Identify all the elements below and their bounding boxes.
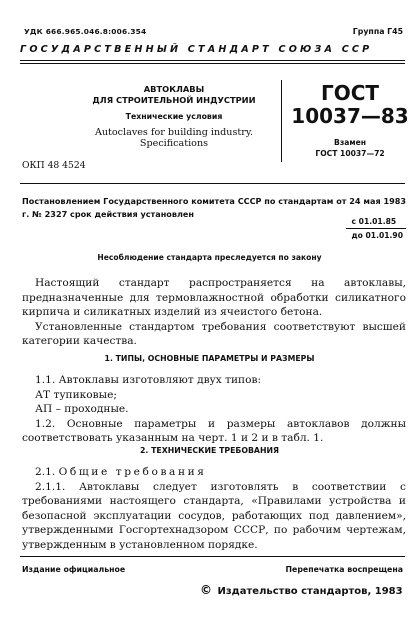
header-rule-top xyxy=(20,60,405,61)
group-code: Группа Г45 xyxy=(352,27,403,36)
footer-rule xyxy=(20,556,405,557)
copyright-text: Издательство стандартов, 1983 xyxy=(217,586,403,597)
validity-dates xyxy=(352,215,403,243)
gost-number: 10037—83 xyxy=(291,104,409,128)
header-rule-bottom xyxy=(20,63,405,64)
replaces-label: Взамен xyxy=(334,138,366,147)
product-title xyxy=(74,84,274,106)
subheading-title: Общие требования xyxy=(58,466,207,478)
section-1-paragraph-4: 1.2. Основные параметры и размеры автоклавов должны соответствовать указанным на черт. 1 и 2 и в табл. 1. xyxy=(22,417,406,444)
decree-text: Постановлением Государственного комитета СССР по стандартам от 24 мая 1983 г. № 2327 срок действия установлен xyxy=(22,196,406,219)
section-rule xyxy=(20,183,405,184)
copyright-line xyxy=(200,583,403,597)
gost-label: ГОСТ xyxy=(320,81,380,105)
copyright-icon: © xyxy=(200,583,212,597)
product-subtitle: Технические условия xyxy=(125,112,223,121)
product-title-line1: АВТОКЛАВЫ xyxy=(143,84,205,94)
compliance-notice: Несоблюдение стандарта преследуется по закону xyxy=(97,253,322,262)
standard-title: ГОСУДАРСТВЕННЫЙ СТАНДАРТ СОЮЗА ССР xyxy=(20,44,373,55)
product-english-title xyxy=(74,127,274,149)
subheading-number: 2.1. xyxy=(35,466,56,478)
vertical-separator xyxy=(281,80,282,162)
section-1-paragraph-3: АП – проходные. xyxy=(35,403,129,415)
section-2-heading: 2. ТЕХНИЧЕСКИЕ ТРЕБОВАНИЯ xyxy=(139,446,280,455)
intro-paragraph-1: Настоящий стандарт распространяется на автоклавы, предназначенные для термовлажностной обработки силикатного кирпича и силикатных изделий из ячеистого бетона. xyxy=(22,277,406,318)
reprint-notice: Перепечатка воспрещена xyxy=(285,565,403,574)
product-title-line2: ДЛЯ СТРОИТЕЛЬНОЙ ИНДУСТРИИ xyxy=(92,95,256,105)
date-from: с 01.01.85 xyxy=(351,217,397,226)
date-divider xyxy=(346,228,406,229)
section-1-text xyxy=(22,373,406,446)
section-2-paragraph-1: 2.1.1. Автоклавы следует изготовлять в соответствии с требованиями настоящего стандарта, «Правилами устройства и безопасной эксплуатации сосудов, работающих под давлением», утвержденными Госгортехнадзором СССР, по рабочим чертежам, утвержденным в установленном порядке. xyxy=(22,480,406,551)
section-1-paragraph-1: 1.1. Автоклавы изготовляют двух типов: xyxy=(35,374,262,386)
section-2-subheading xyxy=(22,465,406,480)
section-2-text xyxy=(22,465,406,552)
section-1-paragraph-2: АТ тупиковые; xyxy=(35,388,117,401)
english-title-line1: Autoclaves for building industry. xyxy=(94,127,254,138)
section-1-heading: 1. ТИПЫ, ОСНОВНЫЕ ПАРАМЕТРЫ И РАЗМЕРЫ xyxy=(104,354,315,363)
okp-code: ОКП 48 4524 xyxy=(22,160,86,171)
date-to: до 01.01.90 xyxy=(351,231,403,240)
intro-text xyxy=(22,276,406,349)
udk-code: УДК 666.965.046.8:006.354 xyxy=(24,27,147,36)
english-title-line2: Specifications xyxy=(139,138,209,149)
replaces-gost: ГОСТ 10037—72 xyxy=(315,149,385,158)
intro-paragraph-2: Установленные стандартом требования соответствуют высшей категории качества. xyxy=(22,320,406,347)
edition-label: Издание официальное xyxy=(22,565,126,574)
